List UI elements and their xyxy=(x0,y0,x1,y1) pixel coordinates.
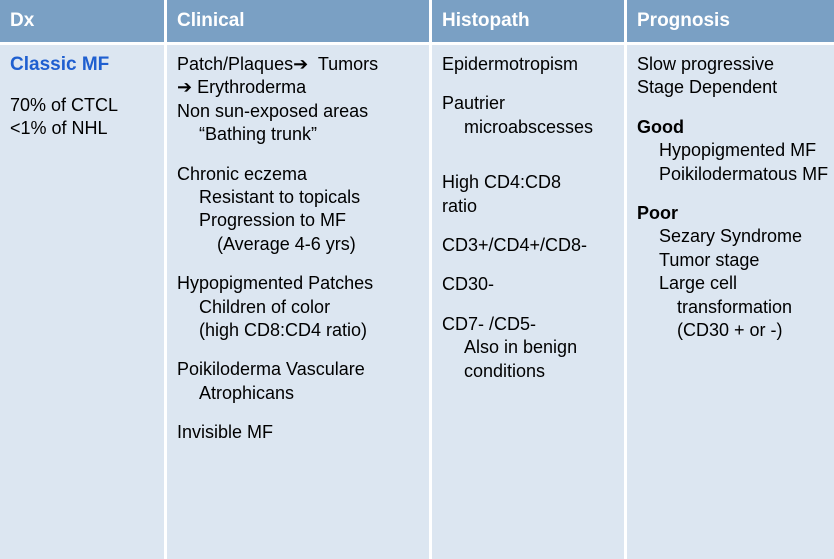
clinical-line: ➔ Erythroderma xyxy=(177,76,423,99)
prognosis-line: Slow progressive xyxy=(637,53,834,76)
spacer xyxy=(442,139,618,155)
prognosis-good-heading: Good xyxy=(637,116,834,139)
spacer xyxy=(442,76,618,92)
cell-clinical xyxy=(166,44,431,559)
cell-prognosis xyxy=(626,44,834,559)
table-header-row xyxy=(0,0,834,44)
spacer xyxy=(637,100,834,116)
histopath-line: Also in benign xyxy=(442,336,618,359)
histopath-line: microabscesses xyxy=(442,116,618,139)
clinical-line: Atrophicans xyxy=(177,382,423,405)
spacer xyxy=(442,257,618,273)
prognosis-line: transformation xyxy=(637,296,834,319)
column-header-prognosis: Prognosis xyxy=(626,0,834,44)
clinical-line: Chronic eczema xyxy=(177,163,423,186)
cell-dx xyxy=(0,44,166,559)
clinical-line: (Average 4-6 yrs) xyxy=(177,233,423,256)
column-header-histopath: Histopath xyxy=(431,0,626,44)
spacer xyxy=(442,218,618,234)
table-row xyxy=(0,44,834,559)
clinical-line: Patch/Plaques➔ Tumors xyxy=(177,53,423,76)
column-header-dx: Dx xyxy=(0,0,166,44)
prognosis-line: Large cell xyxy=(637,272,834,295)
clinical-line: Non sun-exposed areas xyxy=(177,100,423,123)
spacer xyxy=(177,405,423,421)
prognosis-line: Hypopigmented MF xyxy=(637,139,834,162)
clinical-line: Poikiloderma Vasculare xyxy=(177,358,423,381)
histopath-line: CD3+/CD4+/CD8- xyxy=(442,234,618,257)
prognosis-line: Poikilodermatous MF xyxy=(637,163,834,186)
clinical-line: Hypopigmented Patches xyxy=(177,272,423,295)
clinical-line: Resistant to topicals xyxy=(177,186,423,209)
dx-stat-ctcl: 70% of CTCL xyxy=(10,94,158,117)
spacer xyxy=(177,342,423,358)
prognosis-line: (CD30 + or -) xyxy=(637,319,834,342)
spacer xyxy=(442,297,618,313)
prognosis-line: Stage Dependent xyxy=(637,76,834,99)
histopath-line: High CD4:CD8 xyxy=(442,171,618,194)
prognosis-poor-heading: Poor xyxy=(637,202,834,225)
dx-title: Classic MF xyxy=(10,53,158,78)
column-header-clinical: Clinical xyxy=(166,0,431,44)
spacer xyxy=(442,155,618,171)
spacer xyxy=(177,256,423,272)
histopath-line: CD7- /CD5- xyxy=(442,313,618,336)
clinical-line: “Bathing trunk” xyxy=(177,123,423,146)
clinical-line: Children of color xyxy=(177,296,423,319)
histopath-line: CD30- xyxy=(442,273,618,296)
prognosis-line: Sezary Syndrome xyxy=(637,225,834,248)
spacer xyxy=(637,186,834,202)
spacer xyxy=(177,147,423,163)
clinical-line: Progression to MF xyxy=(177,209,423,232)
histopath-line: ratio xyxy=(442,195,618,218)
clinical-line: Invisible MF xyxy=(177,421,423,444)
prognosis-line: Tumor stage xyxy=(637,249,834,272)
histopath-line: Epidermotropism xyxy=(442,53,618,76)
clinical-line: (high CD8:CD4 ratio) xyxy=(177,319,423,342)
cell-histopath xyxy=(431,44,626,559)
histopath-line: Pautrier xyxy=(442,92,618,115)
dx-stat-nhl: <1% of NHL xyxy=(10,117,158,140)
histopath-line: conditions xyxy=(442,360,618,383)
